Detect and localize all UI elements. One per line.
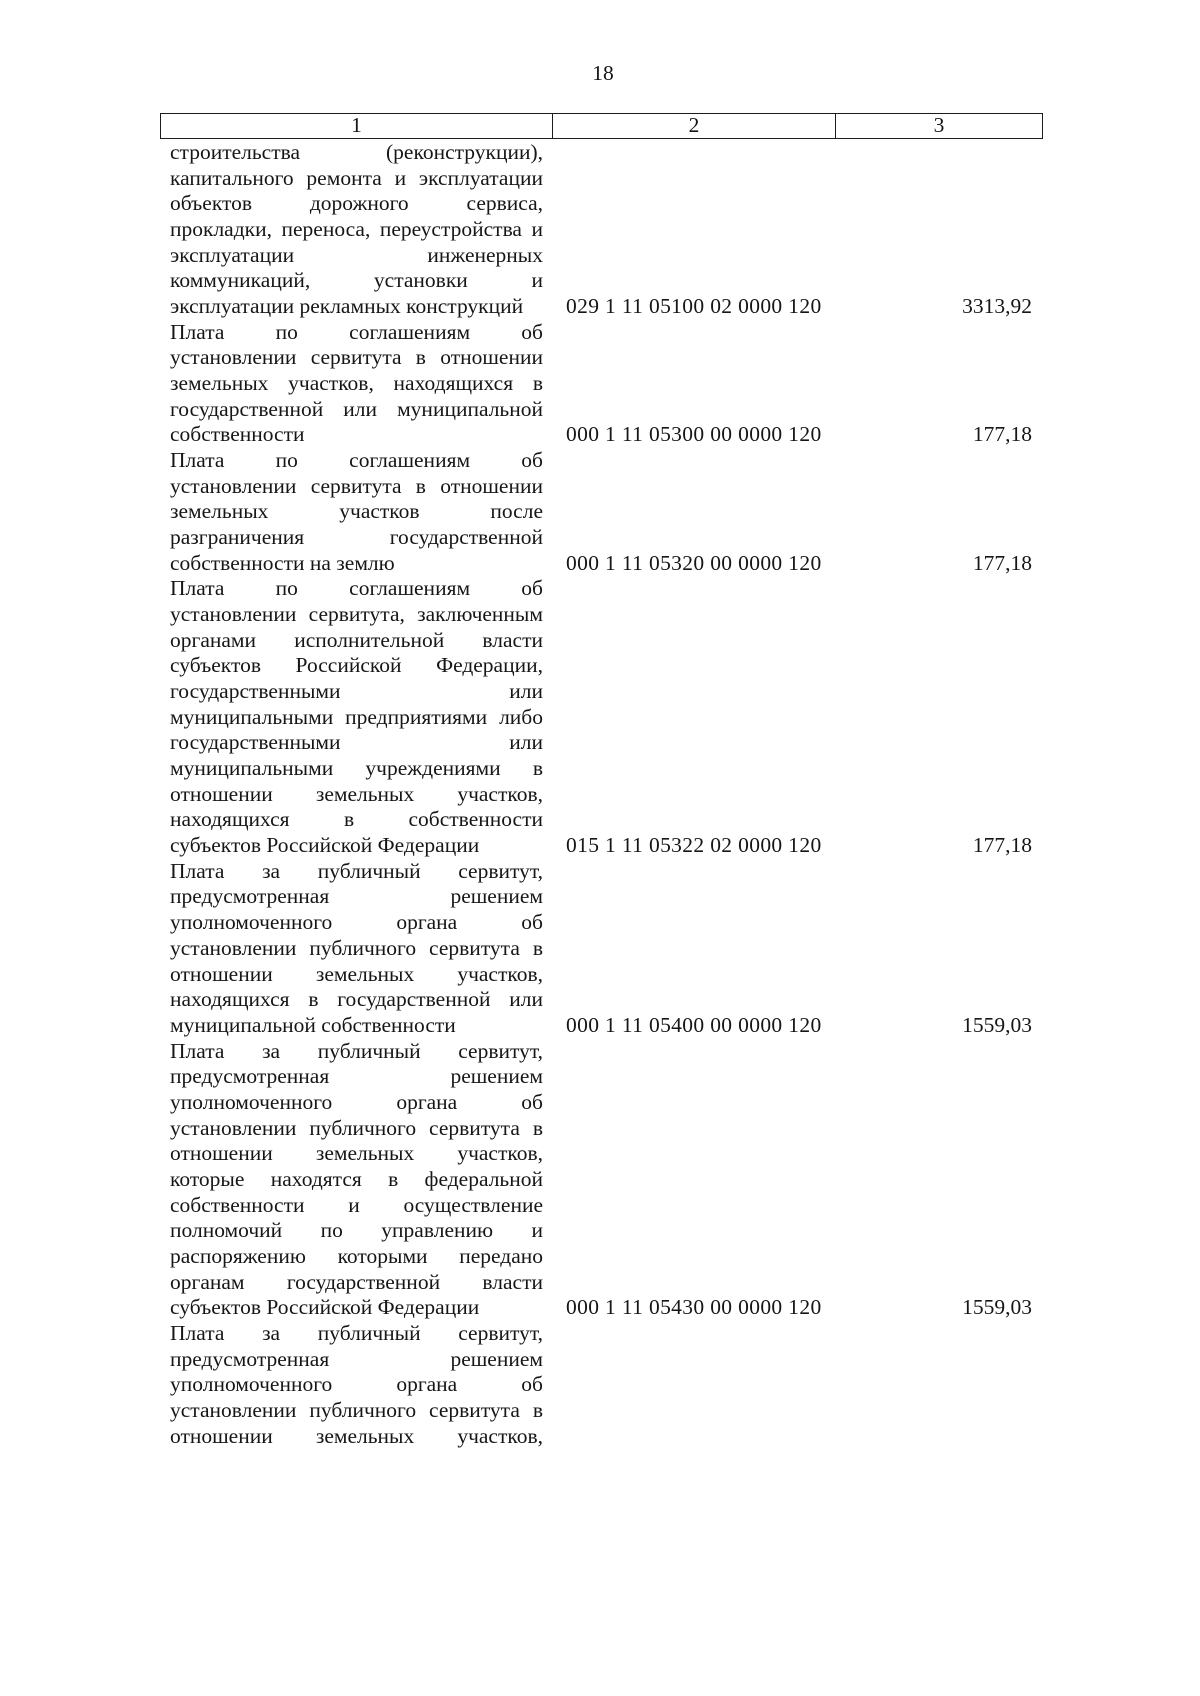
description-line: отношении земельных участков,: [170, 781, 543, 806]
description-line: органам государственной власти: [170, 1269, 543, 1294]
description-cell: [160, 576, 553, 858]
description-line: капитального ремонта и эксплуатации: [170, 165, 543, 190]
description-line: Плата за публичный сервитут,: [170, 1038, 543, 1063]
budget-code-cell: 000 1 11 05300 00 0000 120: [566, 422, 822, 447]
description-cell: [160, 1039, 553, 1321]
table-row: [160, 320, 1043, 448]
description-line: эксплуатации рекламных конструкций: [170, 294, 524, 319]
description-line: земельных участков после: [170, 499, 543, 524]
description-line: предусмотренная решением: [170, 1064, 543, 1089]
description-line: субъектов Российской Федерации: [170, 833, 480, 858]
description-line: уполномоченного органа об: [170, 910, 543, 935]
description-line: муниципальными предприятиями либо: [170, 704, 543, 729]
description-line: находящихся в государственной или: [170, 987, 543, 1012]
table-row: [160, 448, 1043, 576]
description-line: установлении сервитута, заключенным: [170, 602, 543, 627]
budget-code-cell: 000 1 11 05320 00 0000 120: [566, 550, 822, 575]
description-line: распоряжению которыми передано: [170, 1243, 543, 1268]
description-line: Плата за публичный сервитут,: [170, 858, 543, 883]
amount-cell: 177,18: [972, 550, 1032, 575]
description-line: полномочий по управлению и: [170, 1218, 543, 1243]
description-line: эксплуатации инженерных: [170, 242, 543, 267]
description-line: Плата по соглашениям об: [170, 448, 543, 473]
description-line: Плата за публичный сервитут,: [170, 1320, 543, 1345]
description-line: отношении земельных участков,: [170, 1423, 543, 1448]
description-line: муниципальными учреждениями в: [170, 756, 543, 781]
description-cell: [160, 1321, 553, 1449]
column-header-3: 3: [933, 113, 945, 137]
description-line: разграничения государственной: [170, 525, 543, 550]
description-line: строительства (реконструкции),: [170, 140, 543, 164]
description-line: предусмотренная решением: [170, 1346, 543, 1371]
description-line: уполномоченного органа об: [170, 1372, 543, 1397]
description-cell: [160, 320, 553, 448]
column-header-2: 2: [553, 114, 836, 138]
description-line: установлении сервитута в отношении: [170, 345, 543, 370]
description-line: субъектов Российской Федерации,: [170, 653, 543, 678]
description-line: находящихся в собственности: [170, 807, 543, 832]
table-row: [160, 1321, 1043, 1449]
description-line: муниципальной собственности: [170, 1012, 456, 1037]
description-line: уполномоченного органа об: [170, 1089, 543, 1114]
table-body: [160, 140, 1043, 1449]
table-header: [160, 113, 1043, 139]
description-line: государственной или муниципальной: [170, 396, 543, 421]
amount-cell: 3313,92: [962, 294, 1032, 319]
description-line: установлении публичного сервитута в: [170, 1115, 543, 1140]
description-line: субъектов Российской Федерации: [170, 1295, 480, 1320]
description-cell: [160, 859, 553, 1039]
description-line: Плата по соглашениям об: [170, 319, 543, 344]
table-row: [160, 859, 1043, 1039]
description-line: собственности и осуществление: [170, 1192, 543, 1217]
budget-code-cell: 029 1 11 05100 02 0000 120: [566, 294, 822, 319]
description-line: объектов дорожного сервиса,: [170, 191, 543, 216]
description-cell: [160, 448, 553, 576]
description-line: установлении сервитута в отношении: [170, 473, 543, 498]
table-row: [160, 140, 1043, 320]
table-row: [160, 576, 1043, 858]
budget-code-cell: 000 1 11 05400 00 0000 120: [566, 1012, 822, 1037]
description-line: прокладки, переноса, переустройства и: [170, 217, 543, 242]
table-row: [160, 1039, 1043, 1321]
column-header-1: 1: [161, 114, 553, 138]
description-line: органами исполнительной власти: [170, 627, 543, 652]
description-line: отношении земельных участков,: [170, 961, 543, 986]
description-cell: [160, 140, 553, 320]
description-line: которые находятся в федеральной: [170, 1166, 543, 1191]
amount-cell: 1559,03: [962, 1295, 1032, 1320]
description-line: установлении публичного сервитута в: [170, 935, 543, 960]
description-line: земельных участков, находящихся в: [170, 371, 543, 396]
description-line: установлении публичного сервитута в: [170, 1397, 543, 1422]
budget-code-cell: 015 1 11 05322 02 0000 120: [566, 833, 822, 858]
amount-cell: 177,18: [972, 422, 1032, 447]
description-line: отношении земельных участков,: [170, 1141, 543, 1166]
description-line: коммуникаций, установки и: [170, 268, 543, 293]
amount-cell: 177,18: [972, 833, 1032, 858]
description-line: собственности: [170, 422, 305, 447]
amount-cell: [836, 1424, 1043, 1450]
page-number: 18: [592, 61, 614, 85]
description-line: предусмотренная решением: [170, 884, 543, 909]
description-line: государственными или: [170, 730, 543, 755]
description-line: Плата по соглашениям об: [170, 576, 543, 601]
amount-cell: 1559,03: [962, 1012, 1032, 1037]
budget-code-cell: 000 1 11 05430 00 0000 120: [566, 1295, 822, 1320]
budget-code-cell: [553, 1424, 836, 1450]
description-line: государственными или: [170, 679, 543, 704]
description-line: собственности на землю: [170, 550, 395, 575]
